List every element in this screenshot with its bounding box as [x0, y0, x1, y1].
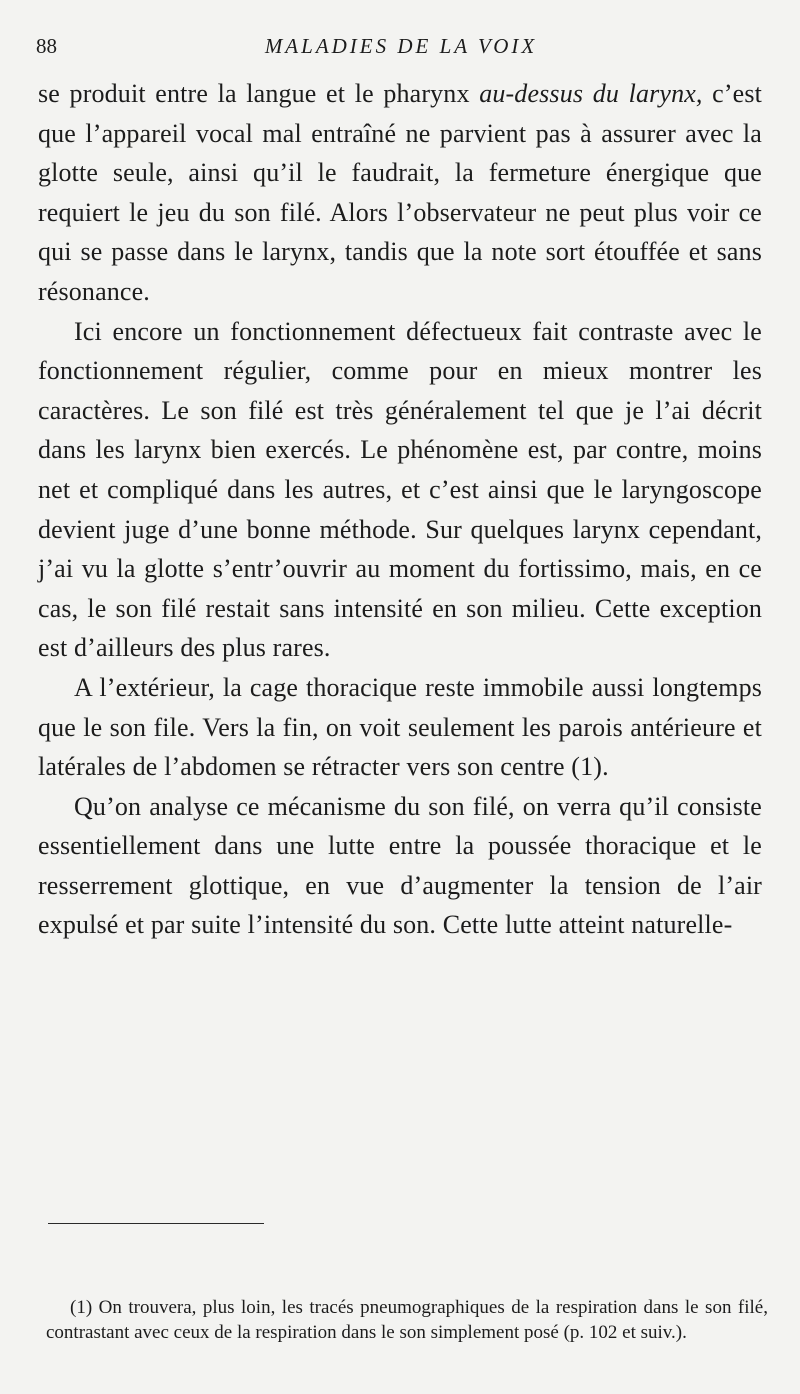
- page-number: 88: [36, 34, 57, 58]
- running-title: MALADIES DE LA VOIX: [264, 34, 538, 58]
- footnote-divider: [48, 1223, 264, 1224]
- paragraph-2: Ici encore un fonctionnement défectueux fait contraste avec le fonctionnement régulier, comme pour en mieux montrer les caractères. Le son filé est très généralement tel que je l’ai décrit dans les larynx bien exercés. Le phénomène est, par contre, moins net et compliqué dans les autres, et c’est ainsi que le laryngoscope devient juge d’une bonne méthode. Sur quelques larynx cependant, j’ai vu la glotte s’entr’ouvrir au moment du fortissimo, mais, en ce cas, le son filé restait sans intensité en son milieu. Cette exception est d’ailleurs des plus rares.: [38, 316, 762, 663]
- paragraph-1-start: se produit entre la langue et le pharynx: [38, 79, 480, 108]
- running-head: [36, 34, 766, 66]
- paragraph-1: [38, 74, 762, 312]
- footnote: (1) On trouvera, plus loin, les tracés pneumographiques de la respiration dans le son filé, contrastant avec ceux de la respiration dans le son simplement posé (p. 102 et suiv.).: [46, 1297, 768, 1343]
- body-text: [38, 74, 762, 945]
- paragraph-1-italic: au-dessus du larynx,: [479, 79, 703, 108]
- paragraph-4: Qu’on analyse ce mécanisme du son filé, on verra qu’il consiste essentiellement dans une lutte entre la poussée thoracique et le resserrement glottique, en vue d’augmenter la tension de l’air expulsé et par suite l’intensité du son. Cette lutte atteint naturelle-: [38, 791, 762, 940]
- paragraph-1-end: c’est que l’appareil vocal mal entraîné ne parvient pas à assurer avec la glotte seule, ainsi qu’il le faudrait, la fermeture énergique que requiert le jeu du son filé. Alors l’observateur ne peut plus voir ce qui se passe dans le larynx, tandis que la note sort étouffée et sans résonance.: [38, 79, 762, 306]
- paragraph-3: A l’extérieur, la cage thoracique reste immobile aussi longtemps que le son file. Vers la fin, on voit seulement les parois antérieure et latérales de l’abdomen se rétracter vers son centre (1).: [38, 672, 762, 782]
